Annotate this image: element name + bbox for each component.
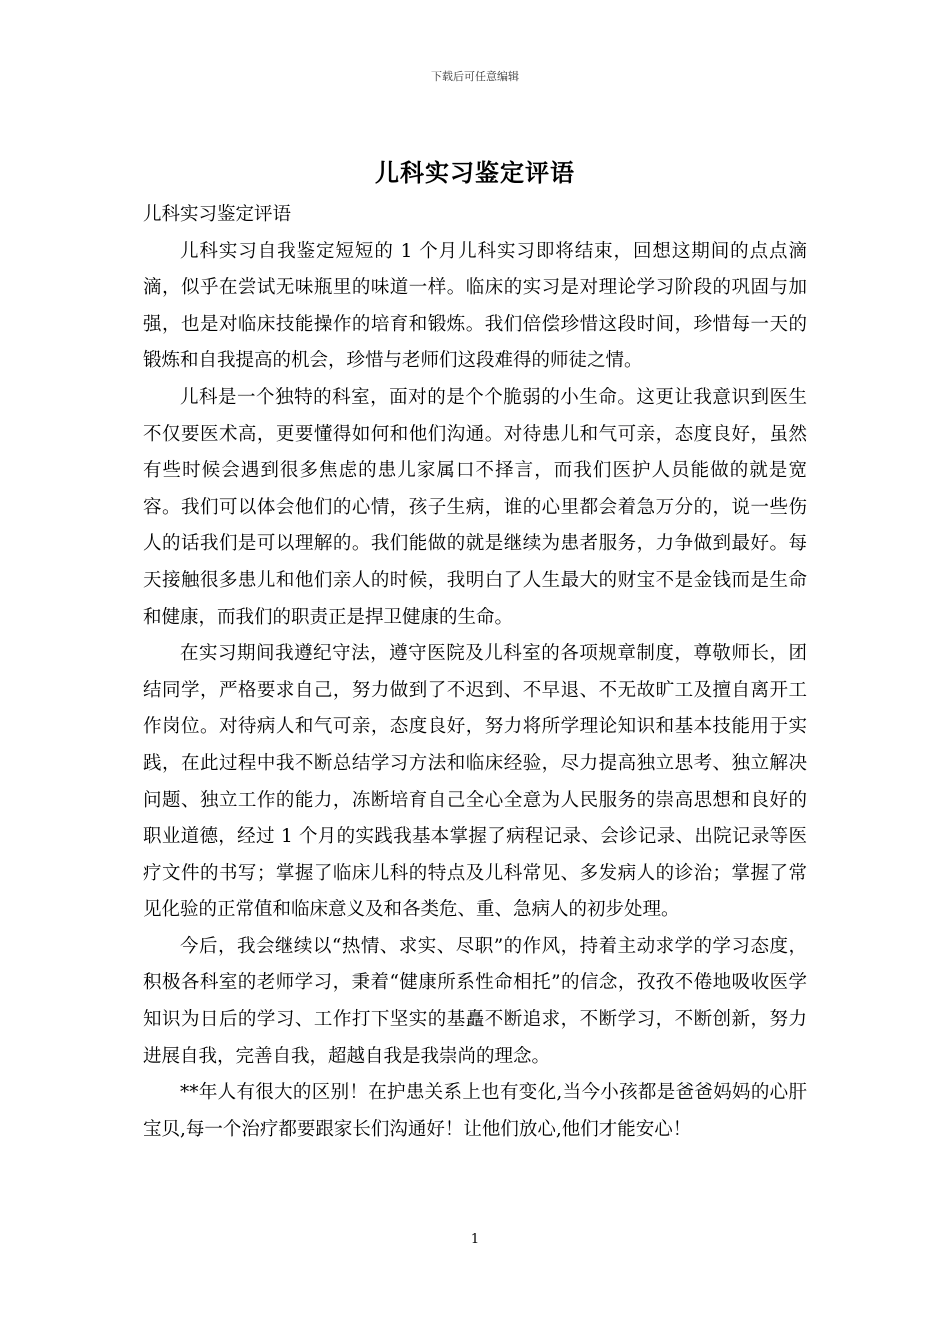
paragraph-3: 在实习期间我遵纪守法，遵守医院及儿科室的各项规章制度，尊敬师长，团结同学，严格要求自己，努力做到了不迟到、不早退、不无故旷工及擅自离开工作岗位。对待病人和气可亲，态度良好，努力将所学理论知识和基本技能用于实践，在此过程中我不断总结学习方法和临床经验，尽力提高独立思考、独立解决问题、独立工作的能力，冻断培育自己全心全意为人民服务的崇高思想和良好的职业道德，经过 1 个月的实践我基本掌握了病程记录、会诊记录、出院记录等医疗文件的书写；掌握了临床儿科的特点及儿科常见、多发病人的诊治；掌握了常见化验的正常值和临床意义及和各类危、重、急病人的初步处理。 bbox=[143, 643, 807, 921]
paragraph-1: 儿科实习自我鉴定短短的 1 个月儿科实习即将结束，回想这期间的点点滴滴，似乎在尝试无味瓶里的味道一样。临床的实习是对理论学习阶段的巩固与加强，也是对临床技能操作的培育和锻炼。我们倍偿珍惜这段时间，珍惜每一天的锻炼和自我提高的机会，珍惜与老师们这段难得的师徒之情。 bbox=[143, 240, 807, 372]
page-number: 1 bbox=[470, 1232, 480, 1247]
document-body bbox=[143, 197, 807, 1148]
document-subtitle: 儿科实习鉴定评语 bbox=[143, 204, 292, 225]
paragraph-2: 儿科是一个独特的科室，面对的是个个脆弱的小生命。这更让我意识到医生不仅要医术高，更要懂得如何和他们沟通。对待患儿和气可亲，态度良好，虽然有些时候会遇到很多焦虑的患儿家属口不择言，而我们医护人员能做的就是宽容。我们可以体会他们的心情，孩子生病，谁的心里都会着急万分的，说一些伤人的话我们是可以理解的。我们能做的就是继续为患者服务，力争做到最好。每天接触很多患儿和他们亲人的时候，我明白了人生最大的财宝不是金钱而是生命和健康，而我们的职责正是捍卫健康的生命。 bbox=[143, 386, 807, 628]
document-title: 儿科实习鉴定评语 bbox=[375, 159, 575, 187]
paragraph-4: 今后，我会继续以“热情、求实、尽职”的作风，持着主动求学的学习态度，积极各科室的老师学习，秉着“健康所系性命相托”的信念，孜孜不倦地吸收医学知识为日后的学习、工作打下坚实的基矗不断追求，不断学习，不断创新，努力进展自我，完善自我，超越自我是我崇尚的理念。 bbox=[143, 935, 807, 1067]
paragraph-5: **年人有很大的区别！在护患关系上也有变化,当今小孩都是爸爸妈妈的心肝宝贝,每一个治疗都要跟家长们沟通好！让他们放心,他们才能安心！ bbox=[143, 1082, 807, 1140]
header-note: 下载后可任意编辑 bbox=[431, 70, 519, 83]
